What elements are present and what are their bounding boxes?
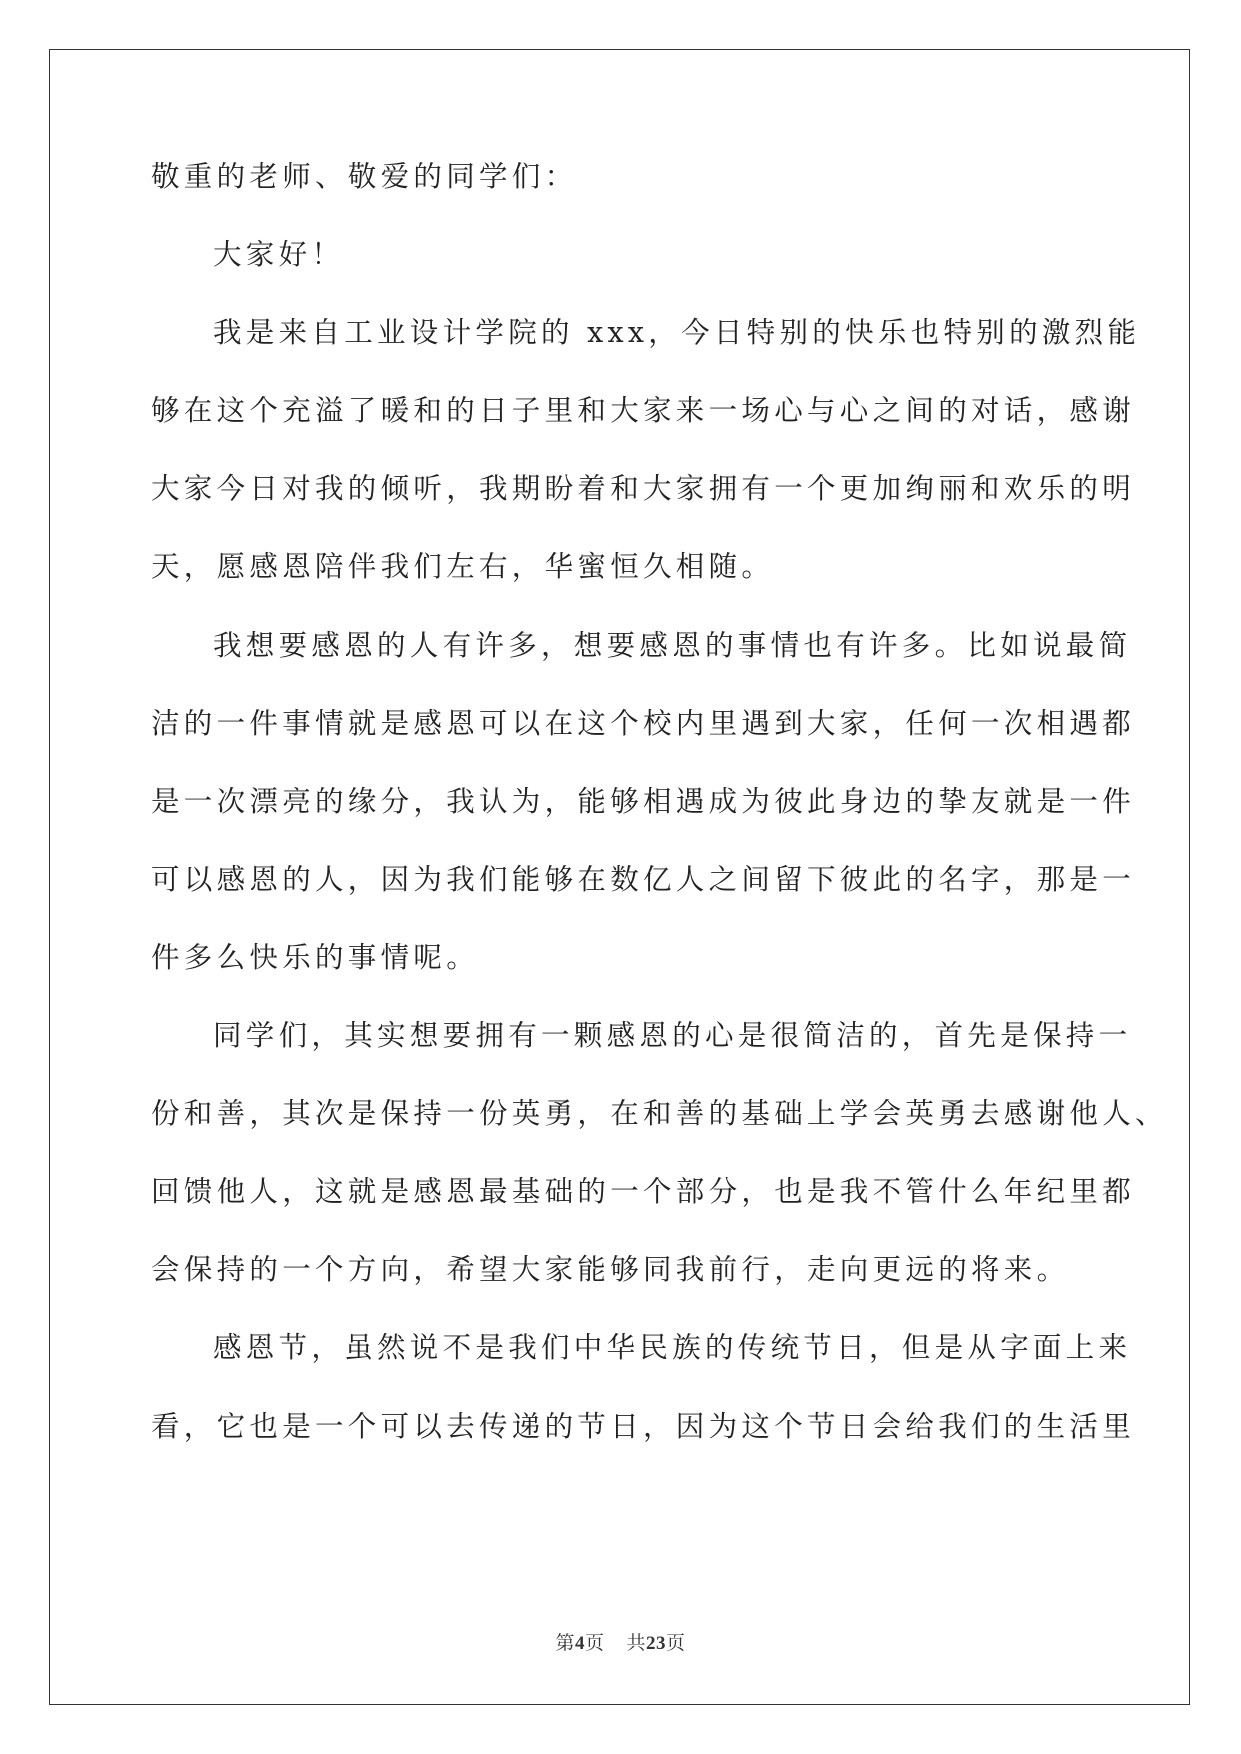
body-line: 会保持的一个方向，希望大家能够同我前行，走向更远的将来。 (151, 1253, 1070, 1287)
footer-total-prefix: 共 (626, 1633, 647, 1654)
body-line: 可以感恩的人，因为我们能够在数亿人之间留下彼此的名字，那是一 (151, 862, 1136, 896)
footer-prefix: 第 (555, 1633, 575, 1654)
body-line: 感恩节，虽然说不是我们中华民族的传统节日，但是从字面上来 (213, 1331, 1132, 1365)
body-line: 我想要感恩的人有许多，想要感恩的事情也有许多。比如说最简 (213, 628, 1132, 662)
body-line: 大家今日对我的倾听，我期盼着和大家拥有一个更加绚丽和欢乐的明 (151, 472, 1136, 506)
body-line: 是一次漂亮的缘分，我认为，能够相遇成为彼此身边的挚友就是一件 (151, 784, 1136, 818)
greeting-line: 大家好！ (213, 238, 345, 272)
footer-page-suffix: 页 (584, 1633, 605, 1654)
body-line: 回馈他人，这就是感恩最基础的一个部分，也是我不管什么年纪里都 (151, 1175, 1136, 1209)
total-pages-number: 23 (646, 1633, 667, 1654)
footer-total-suffix: 页 (666, 1633, 686, 1654)
body-line: 敬重的老师、敬爱的同学们： (151, 160, 578, 193)
body-line: 件多么快乐的事情呢。 (151, 940, 480, 974)
current-page-number: 4 (574, 1633, 585, 1654)
body-line: 洁的一件事情就是感恩可以在这个校内里遇到大家，任何一次相遇都 (151, 706, 1136, 740)
body-line: 份和善，其次是保持一份英勇，在和善的基础上学会英勇去感谢他人、 (151, 1097, 1168, 1131)
body-line: 够在这个充溢了暖和的日子里和大家来一场心与心之间的对话，感谢 (151, 394, 1136, 428)
body-line: 天，愿感恩陪伴我们左右，华蜜恒久相随。 (151, 550, 775, 584)
page-footer (0, 1628, 1241, 1655)
body-line: 我是来自工业设计学院的 xxx，今日特别的快乐也特别的激烈能 (213, 316, 1141, 350)
body-line: 看，它也是一个可以去传递的节日，因为这个节日会给我们的生活里 (151, 1409, 1136, 1443)
document-body (151, 160, 1168, 1488)
body-line: 同学们，其实想要拥有一颗感恩的心是很简洁的，首先是保持一 (213, 1019, 1132, 1053)
